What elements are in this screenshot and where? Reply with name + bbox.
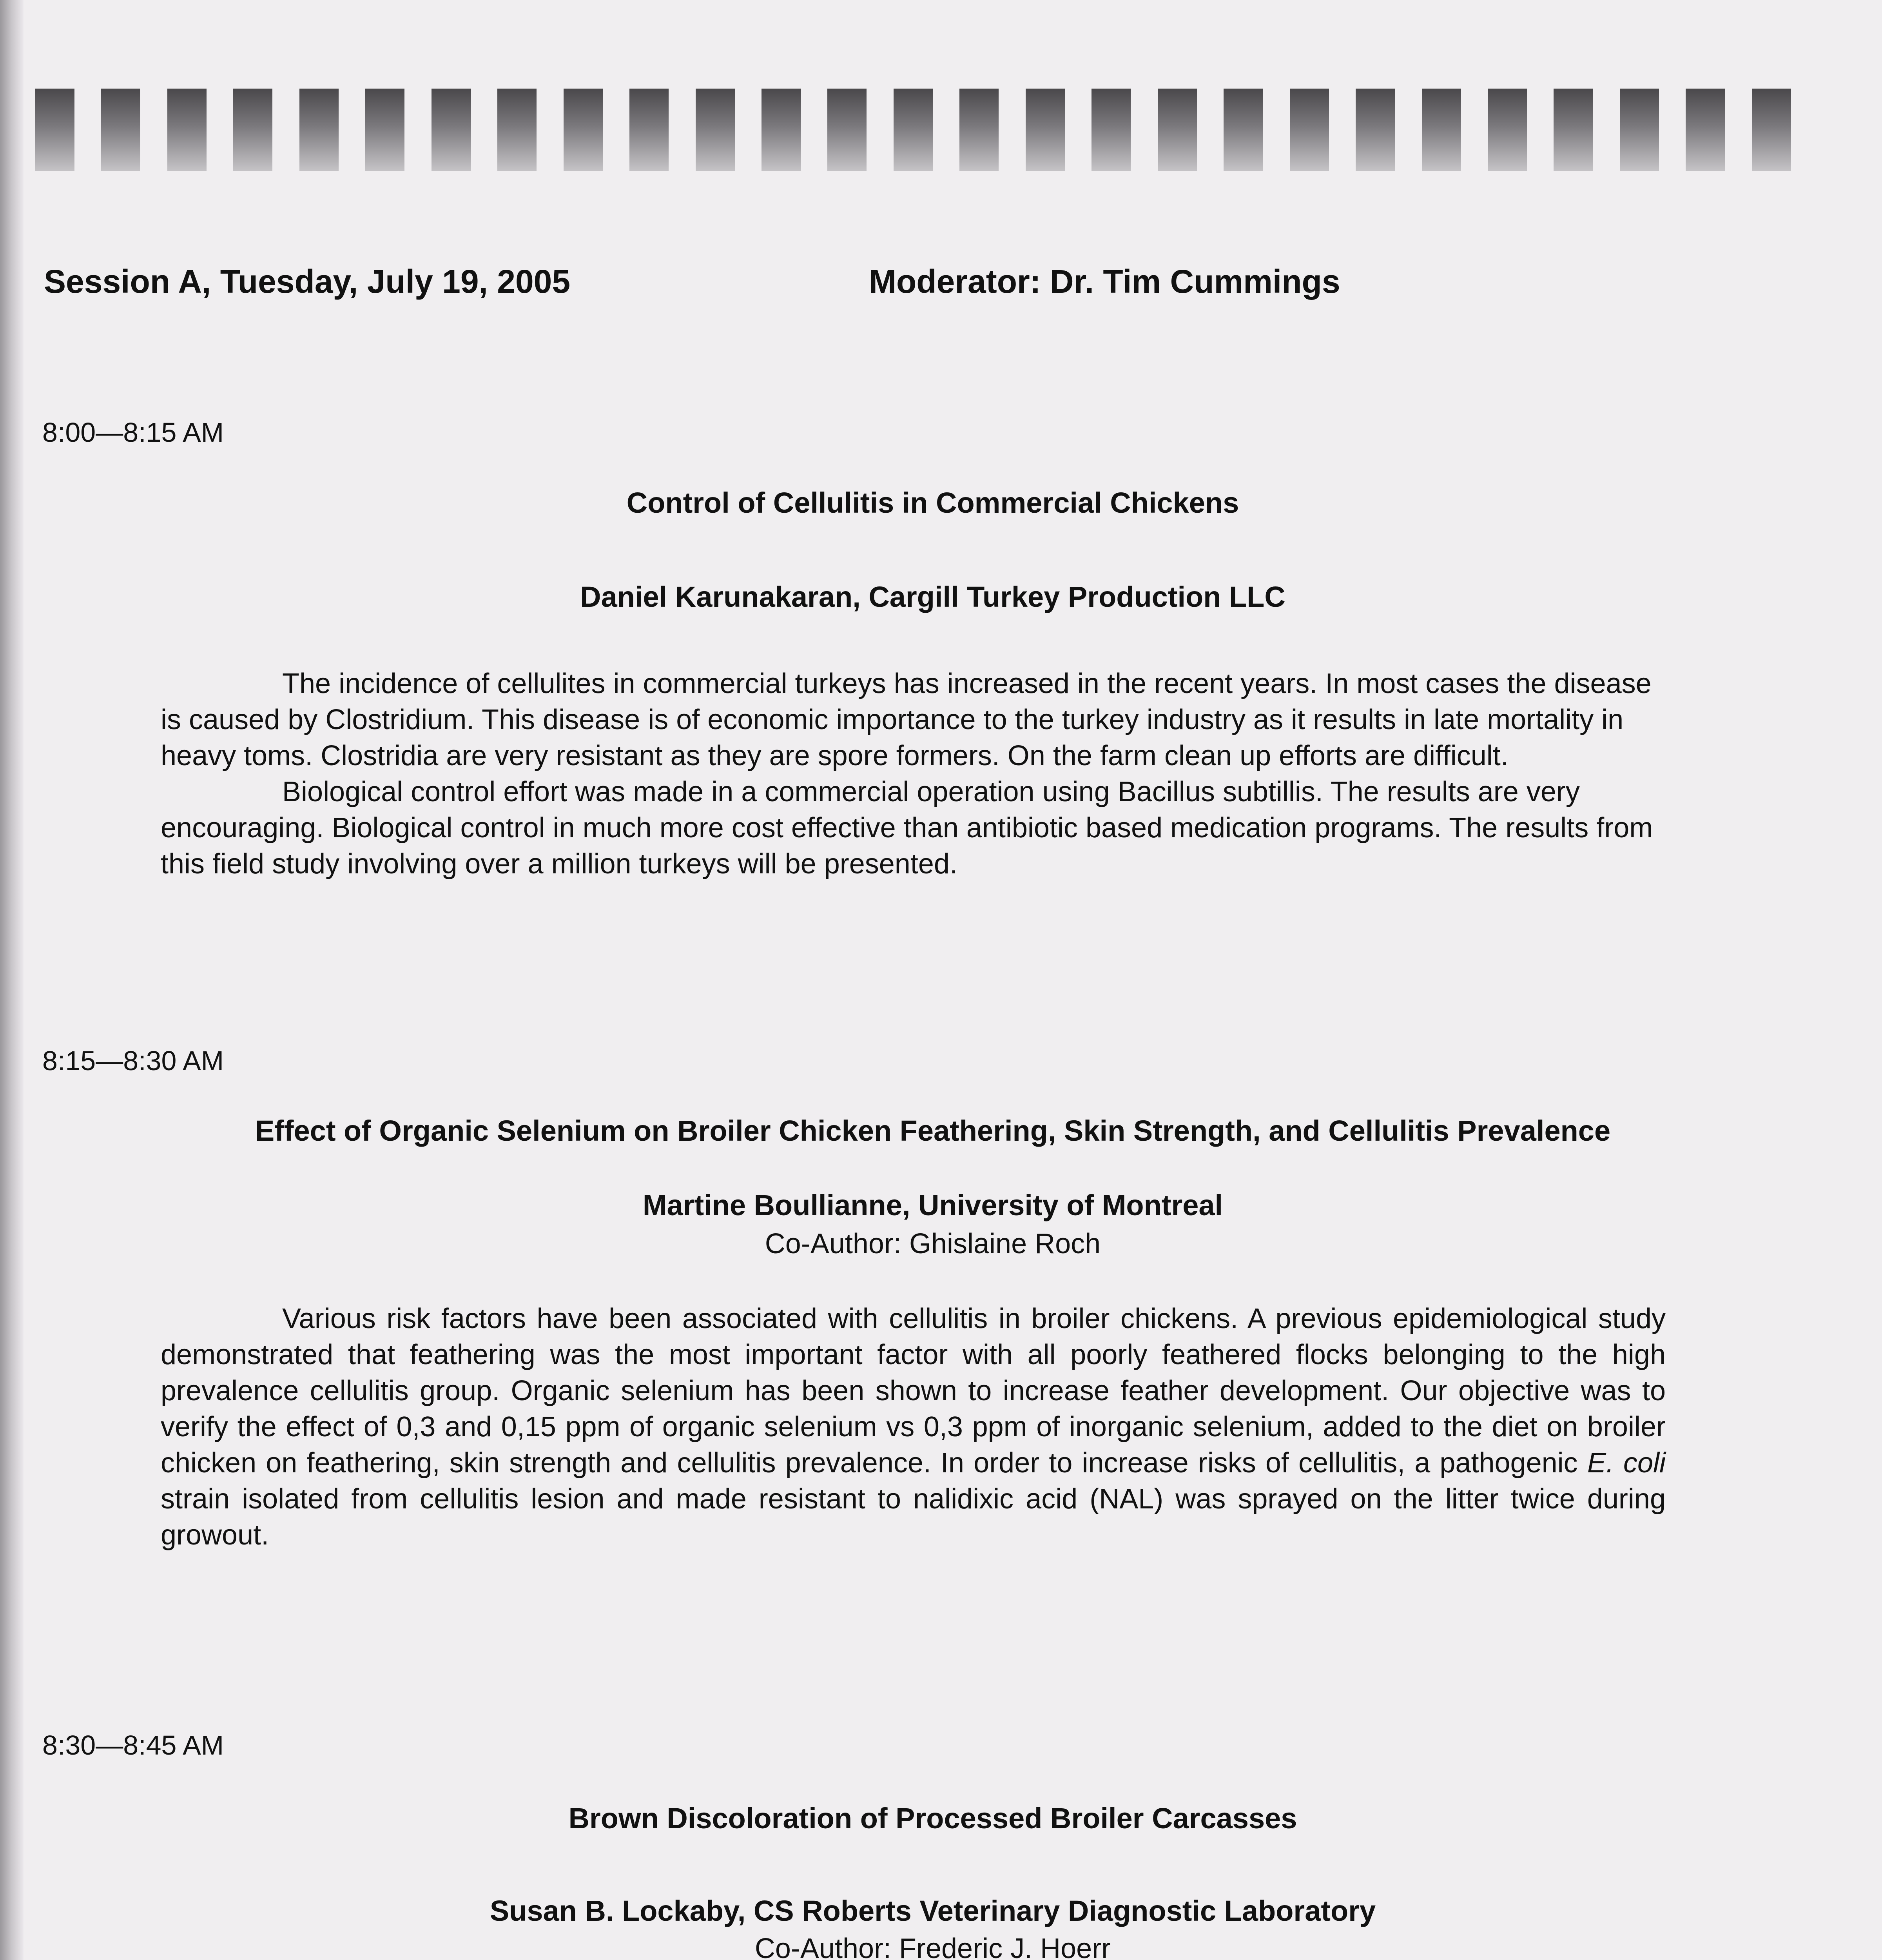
talk-2-organism: E. coli: [1587, 1447, 1666, 1479]
talk-1-time: 8:00—8:15 AM: [42, 417, 224, 448]
talk-1-title: Control of Cellulitis in Commercial Chickens: [626, 486, 1239, 519]
talk-2-text-before: Various risk factors have been associated with cellulitis in broiler chickens. A previous epidemiological study demonstrated that feathering was the most important factor with all poorly feathered flocks belonging to the high prevalence cellulitis group. Organic selenium has been shown to increase feather development. Our objective was to verify the effect of 0,3 and 0,15 ppm of organic selenium vs 0,3 ppm of inorganic selenium, added to the diet on broiler chicken on feathering, skin strength and cellulitis prevalence. In order to increase risks of cellulitis, a pathogenic: [161, 1303, 1666, 1479]
talk-2-coauthor: Co-Author: Ghislaine Roch: [765, 1228, 1101, 1259]
decorative-header-bars: [35, 89, 1791, 171]
talk-1-paragraph-2: Biological control effort was made in a commercial operation using Bacillus subtillis. The results are very encouraging. Biological control in much more cost effective than antibiotic based medication programs. The results from this field study involving over a million turkeys will be presented.: [161, 776, 1653, 880]
moderator: Moderator: Dr. Tim Cummings: [869, 263, 1340, 300]
talk-2-title: Effect of Organic Selenium on Broiler Chicken Feathering, Skin Strength, and Cellulitis Prevalence: [255, 1114, 1611, 1147]
talk-1-paragraph-1: The incidence of cellulites in commercial turkeys has increased in the recent years. In most cases the disease is caused by Clostridium. This disease is of economic importance to the turkey industry as it results in late mortality in heavy toms. Clostridia are very resistant as they are spore formers. On the farm clean up efforts are difficult.: [161, 668, 1652, 771]
talk-2-abstract: [161, 1301, 1666, 1553]
talk-2-paragraph: [161, 1301, 1666, 1553]
talk-3-author: Susan B. Lockaby, CS Roberts Veterinary Diagnostic Laboratory: [490, 1895, 1376, 1927]
talk-1-author: Daniel Karunakaran, Cargill Turkey Production LLC: [580, 581, 1285, 613]
binding-shadow: [0, 0, 24, 1960]
talk-3-time: 8:30—8:45 AM: [42, 1730, 224, 1760]
session-header: [44, 263, 1784, 306]
session-title: Session A, Tuesday, July 19, 2005: [44, 263, 571, 300]
talk-2-text-after: strain isolated from cellulitis lesion and made resistant to nalidixic acid (NAL) was sprayed on the litter twice during growout.: [161, 1483, 1666, 1551]
talk-2-time: 8:15—8:30 AM: [42, 1045, 224, 1076]
talk-3-title: Brown Discoloration of Processed Broiler Carcasses: [568, 1802, 1297, 1835]
talk-3-coauthor: Co-Author: Frederic J. Hoerr: [754, 1933, 1111, 1960]
talk-2-author: Martine Boullianne, University of Montreal: [642, 1189, 1223, 1221]
talk-1-abstract: [161, 666, 1666, 882]
